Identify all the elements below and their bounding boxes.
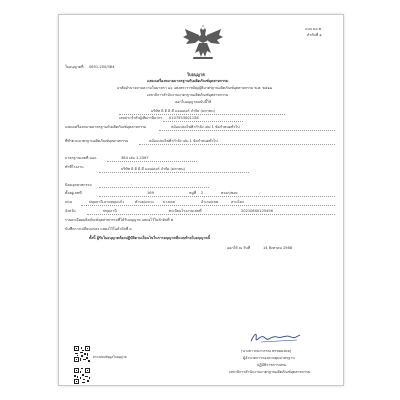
- issuer-line: เลขาธิการสำนักงานมาตรฐานผลิตภัณฑ์อุตสาหกรรม: [147, 93, 229, 97]
- subdistrict-value: บางเตย: [163, 200, 175, 204]
- company-name-field: [119, 114, 285, 115]
- product-field: [159, 130, 335, 131]
- qr-code-icon[interactable]: [73, 367, 91, 385]
- form-code: แบบ มอ.๒: [305, 27, 322, 31]
- province-value: ปทุมธานี: [103, 209, 117, 213]
- standard-value: 384 เล่ม 1-2567: [121, 156, 149, 160]
- permit-line: ออกใบอนุญาตฉบับนี้ให้: [175, 100, 212, 104]
- product2-field: [139, 144, 335, 145]
- industrial-estate-label: นิคมอุตสาหกรรม: [65, 183, 92, 187]
- factory-field: [99, 172, 249, 173]
- note-changes: บันทึกการเปลี่ยนแปลง แสดงไว้ในลำดับที่ ๓: [65, 227, 132, 231]
- issue-date-value: 14 สิงหาคม 2568: [263, 246, 293, 250]
- signer-role: ผู้อำนวยการกองควบคุมมาตรฐาน: [243, 356, 295, 360]
- issue-date-label: ออกให้ ณ วันที่: [227, 246, 251, 250]
- address-row-field: [99, 196, 335, 197]
- document-title: ใบอนุญาต: [187, 72, 205, 77]
- province-row-field: [87, 214, 335, 215]
- document-subtitle: แสดงเครื่องหมายมาตรฐานกับผลิตภัณฑ์อุตสาหกรรม: [147, 79, 229, 83]
- district-value: สามโคก: [231, 200, 245, 204]
- industrial-estate-field: [99, 187, 209, 188]
- license-document: [58, 14, 344, 386]
- road-value: ปทุมธานี-ลาดหลุมแก้ว: [89, 200, 124, 204]
- signer-name: (นางสาวกนกวรรณ พรหมมงคล): [241, 349, 292, 353]
- moo-label: หมู่ที่: [189, 191, 197, 195]
- subdistrict-label: ตำบล/แขวง: [135, 200, 154, 204]
- qr-caption: ตรวจสอบข้อมูลใบอนุญาต: [93, 355, 127, 359]
- note-conditions: ทั้งนี้ ผู้รับใบอนุญาตต้องปฏิบัติตามเงื่อนไขในการอนุญาตที่แนบท้ายใบอนุญาตนี้: [89, 236, 211, 240]
- license-number-label: ใบอนุญาตที่: [65, 65, 84, 69]
- page-number: ลำดับที่ ๑: [307, 33, 322, 37]
- signer-acting: ปฏิบัติราชการแทน: [257, 363, 286, 367]
- district-label: อำเภอ/เขต: [201, 200, 219, 204]
- soi-value: -: [259, 191, 261, 195]
- road-label: ถนน: [65, 200, 73, 204]
- tax-id-field: [163, 121, 243, 122]
- address-number-label: ตั้งอยู่เลขที่: [65, 191, 82, 195]
- signer-office: เลขาธิการสำนักงานมาตรฐานผลิตภัณฑ์อุตสาหกรรม: [229, 370, 311, 374]
- address-number-value: 169: [147, 191, 154, 195]
- moo-value: 2: [201, 191, 204, 195]
- license-number-value: 0651-200/384: [89, 65, 115, 69]
- province-label: จังหวัด: [65, 209, 76, 213]
- industrial-estate-value: -: [131, 182, 133, 186]
- factory-value: บริษัท ดิ ดิ ดิ ดี แอนเดอร์ จำกัด (มหาชน): [121, 167, 185, 171]
- product2-label: ที่ทำตามมาตรฐานผลิตภัณฑ์อุตสาหกรรม: [65, 139, 129, 143]
- note-details: รายละเอียดผลิตภัณฑ์อุตสาหกรรมที่ได้รับอนุญาต แสดงไว้ในลำดับที่ ๒: [65, 218, 174, 222]
- product2-value: หม้อแปลงไฟฟ้ากำลัง เล่ม 1 ข้อกำหนดทั่วไป: [149, 139, 218, 143]
- standard-field: [107, 161, 197, 162]
- law-reference: อาศัยอำนาจตามความในมาตรา ๑๖ แห่งพระราชบัญญัติมาตรฐานผลิตภัณฑ์อุตสาหกรรม พ.ศ. ๒๕๑๑: [117, 86, 273, 90]
- qr-code-icon[interactable]: [73, 345, 91, 363]
- standard-label: มาตรฐานเลขที่ มอก.: [65, 156, 98, 160]
- factory-registration-label: ทะเบียนโรงงานเลขที่: [169, 209, 202, 213]
- tax-id-label: เลขประจำตัวผู้เสียภาษีอากร: [119, 116, 163, 120]
- product-value: หม้อแปลงไฟฟ้ากำลัง เล่ม 1 ข้อกำหนดทั่วไป: [171, 125, 240, 129]
- signature-icon: [247, 329, 303, 345]
- company-name: บริษัท ดิ ดิ ดิ ดี แอนเดอร์ จำกัด (มหาชน): [151, 109, 215, 113]
- factory-registration-value: 20210600125456: [241, 209, 274, 213]
- tax-id-value: 0107553001158: [169, 116, 199, 120]
- factory-label: ทำที่โรงงาน: [65, 165, 84, 169]
- product-label: แสดงเครื่องหมายมาตรฐานกับผลิตภัณฑ์อุตสาหกรรม: [65, 125, 147, 129]
- soi-label: ตรอก/ซอย: [221, 191, 238, 195]
- road-row-field: [81, 205, 335, 206]
- garuda-emblem-icon: [181, 21, 225, 63]
